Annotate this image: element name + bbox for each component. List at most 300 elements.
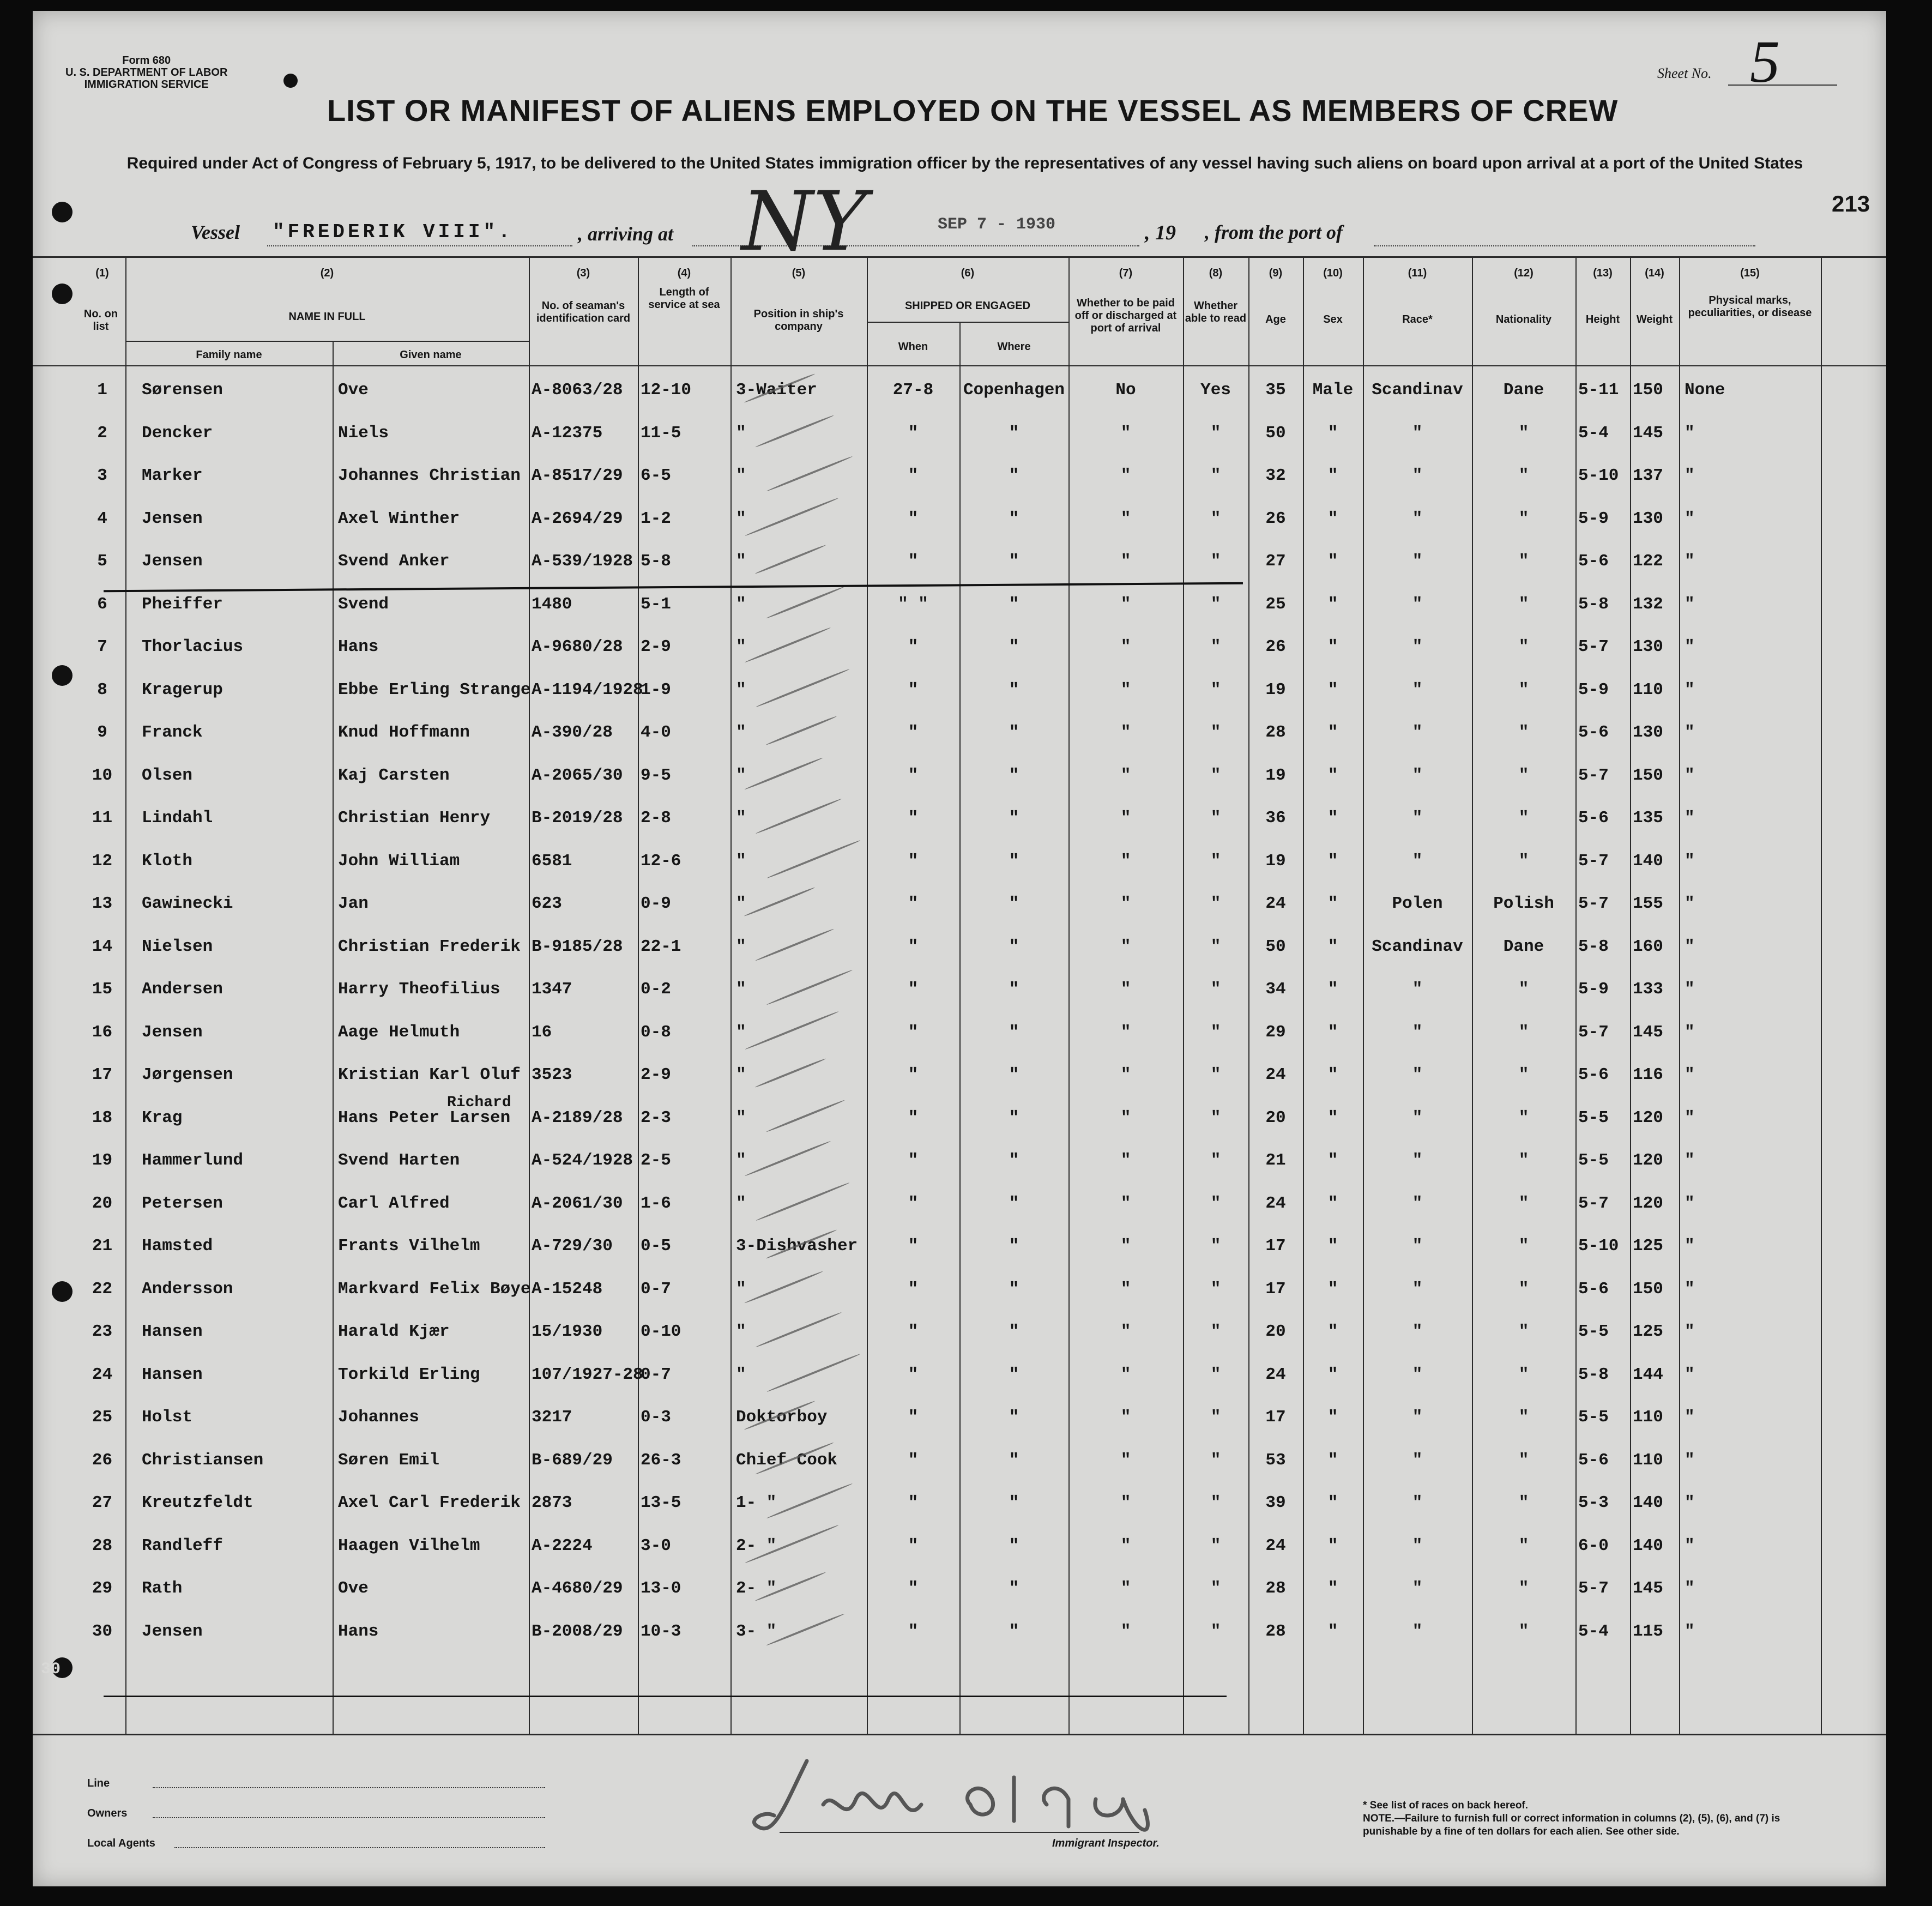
cell-race: " [1412,637,1423,656]
cell-no: 28 [92,1536,113,1555]
col-num: (2) [320,267,334,279]
cell-when: " [908,1108,919,1127]
cell-position: 3- " [736,1621,777,1641]
cell-height: 5-7 [1578,851,1609,871]
cell-age: 50 [1265,423,1286,443]
cell-weight: 125 [1633,1322,1663,1341]
cell-no: 8 [97,680,107,699]
cell-no: 11 [92,809,113,828]
cell-paid: " [1120,1193,1131,1213]
cell-when: " [908,809,919,828]
cell-where: " [1009,1279,1019,1299]
cell-nationality: " [1518,1536,1529,1555]
footer-agents-label: Local Agents [87,1837,155,1849]
cell-no: 5 [97,552,107,571]
cell-given: Aage Helmuth [338,1022,460,1042]
col-num: (4) [677,267,691,279]
cell-read: " [1210,466,1221,485]
header-when: When [898,341,928,353]
binder-hole [283,74,298,88]
cell-paid: " [1120,980,1131,999]
cell-race: " [1412,1279,1423,1299]
cell-no: 1 [97,381,107,400]
cell-marks: " [1685,937,1695,956]
cell-read: " [1210,1322,1221,1341]
col-num: (6) [961,267,975,279]
cell-position: " [736,1279,746,1299]
table-row [33,1527,1886,1570]
cell-no: 4 [97,509,107,528]
cell-card: 3523 [532,1065,572,1084]
table-row [33,1441,1886,1484]
table-row [33,799,1886,842]
cell-read: " [1210,1450,1221,1470]
cell-weight: 140 [1633,851,1663,871]
cell-no: 10 [92,765,113,785]
cell-height: 5-11 [1578,381,1619,400]
cell-where: " [1009,809,1019,828]
cell-service: 0-8 [641,1022,671,1042]
cell-sex: " [1327,1579,1338,1598]
date-stamp: SEP 7 - 1930 [938,215,1056,234]
col-num: (3) [576,267,590,279]
cell-paid: " [1120,851,1131,871]
cell-weight: 130 [1633,637,1663,656]
table-row [33,1184,1886,1227]
cell-marks: " [1685,1322,1695,1341]
cell-height: 6-0 [1578,1536,1609,1555]
cell-family: Jensen [142,1621,203,1641]
cell-read: " [1210,552,1221,571]
cell-read: " [1210,1279,1221,1299]
cell-when: " [908,851,919,871]
cell-weight: 150 [1633,765,1663,785]
cell-service: 10-3 [641,1621,681,1641]
cell-card: A-1194/1928 [532,680,643,699]
table-row [33,927,1886,970]
cell-when: " [908,552,919,571]
cell-where: " [1009,509,1019,528]
cell-family: Olsen [142,765,193,785]
cell-where: " [1009,723,1019,742]
cell-service: 9-5 [641,765,671,785]
table-row [33,842,1886,885]
col-num: (12) [1514,267,1533,279]
header-no-on-list: No. on list [83,308,118,333]
cell-where: " [1009,1536,1019,1555]
header-weight: Weight [1636,313,1673,325]
cell-given: Frants Vilhelm [338,1237,480,1256]
cell-card: A-2694/29 [532,509,623,528]
cell-given: Ebbe Erling Strange [338,680,531,699]
cell-service: 26-3 [641,1450,681,1470]
cell-card: A-729/30 [532,1237,613,1256]
cell-read: " [1210,1193,1221,1213]
cell-given: John William [338,851,460,871]
cell-race: " [1412,423,1423,443]
cell-no: 2 [97,423,107,443]
cell-given: Niels [338,423,389,443]
table-row [33,542,1886,585]
cell-given: Axel Winther [338,509,460,528]
cell-age: 26 [1265,509,1286,528]
cell-sex: " [1327,466,1338,485]
cell-age: 28 [1265,723,1286,742]
cell-race: " [1412,1493,1423,1512]
cell-position: " [736,937,746,956]
cell-family: Krag [142,1108,183,1127]
cell-service: 1-6 [641,1193,671,1213]
table-row [33,414,1886,457]
cell-marks: " [1685,1022,1695,1042]
cell-weight: 116 [1633,1065,1663,1084]
cell-marks: None [1685,381,1725,400]
cell-height: 5-9 [1578,980,1609,999]
col-num: (15) [1740,267,1760,279]
cell-height: 5-8 [1578,1365,1609,1384]
col-num: (5) [792,267,806,279]
sheet-no-line [1728,85,1837,86]
cell-weight: 140 [1633,1536,1663,1555]
cell-marks: " [1685,1108,1695,1127]
cell-marks: " [1685,1493,1695,1512]
cell-card: A-539/1928 [532,552,633,571]
cell-race: " [1412,723,1423,742]
cell-no: 7 [97,637,107,656]
cell-nationality: Polish [1493,894,1554,913]
cell-age: 19 [1265,680,1286,699]
cell-race: Scandinav [1372,937,1463,956]
cell-no: 14 [92,937,113,956]
cell-race: " [1412,809,1423,828]
cell-where: " [1009,1022,1019,1042]
cell-family: Randleff [142,1536,223,1555]
cell-race: " [1412,466,1423,485]
cell-sex: " [1327,1536,1338,1555]
page-number: 213 [1832,191,1870,216]
cell-weight: 110 [1633,1450,1663,1470]
cell-paid: " [1120,594,1131,614]
cell-position: " [736,466,746,485]
cell-where: " [1009,423,1019,443]
table-row [33,1270,1886,1313]
cell-paid: " [1120,423,1131,443]
cell-nationality: " [1518,1450,1529,1470]
cell-race: " [1412,1022,1423,1042]
cell-sex: " [1327,937,1338,956]
cell-marks: " [1685,980,1695,999]
cell-no: 6 [97,594,107,614]
cell-family: Andersen [142,980,223,999]
cell-card: A-4680/29 [532,1579,623,1598]
cell-marks: " [1685,423,1695,443]
cell-card: A-524/1928 [532,1151,633,1170]
cell-paid: " [1120,1365,1131,1384]
cell-race: " [1412,1579,1423,1598]
cell-where: " [1009,1322,1019,1341]
cell-when: " [908,1022,919,1042]
cell-nationality: " [1518,1065,1529,1084]
cell-when: " [908,1065,919,1084]
cell-read: " [1210,851,1221,871]
cell-weight: 115 [1633,1621,1663,1641]
cell-when: " [908,723,919,742]
cell-paid: " [1120,1108,1131,1127]
cell-nationality: " [1518,1108,1529,1127]
cell-paid: " [1120,723,1131,742]
cell-position: " [736,1065,746,1084]
cell-nationality: " [1518,1621,1529,1641]
cell-no: 12 [92,851,113,871]
cell-given: Kristian Karl Oluf [338,1065,521,1084]
cell-given: Svend Anker [338,552,450,571]
cell-when: " [908,423,919,443]
cell-paid: " [1120,765,1131,785]
manifest-sheet [33,11,1886,1886]
cell-sex: " [1327,1493,1338,1512]
cell-card: 107/1927-28 [532,1365,643,1384]
cell-family: Christiansen [142,1450,264,1470]
cell-paid: " [1120,1408,1131,1427]
cell-race: " [1412,1237,1423,1256]
cell-when: " [908,1621,919,1641]
cell-position: " [736,1322,746,1341]
cell-weight: 110 [1633,680,1663,699]
cell-marks: " [1685,1151,1695,1170]
cell-position: " [736,1365,746,1384]
cell-nationality: Dane [1503,381,1544,400]
cell-read: " [1210,509,1221,528]
cell-position: Chief Cook [736,1450,838,1470]
cell-family: Hammerlund [142,1151,244,1170]
cell-given: Knud Hoffmann [338,723,470,742]
table-row [33,1355,1886,1398]
cell-read: " [1210,1621,1221,1641]
cell-age: 21 [1265,1151,1286,1170]
cell-weight: 160 [1633,937,1663,956]
cell-where: " [1009,1450,1019,1470]
cell-where: " [1009,637,1019,656]
cell-when: " [908,1579,919,1598]
cell-race: " [1412,1450,1423,1470]
sheet-no-label: Sheet No. [1657,65,1712,81]
table-row [33,756,1886,799]
header-able-to-read: Whether able to read [1185,300,1247,324]
table-row [33,713,1886,756]
footer-line-label: Line [87,1777,110,1789]
cell-service: 2-9 [641,637,671,656]
cell-sex: " [1327,680,1338,699]
cell-nationality: Dane [1503,937,1544,956]
cell-position: " [736,723,746,742]
cell-card: 3217 [532,1408,572,1427]
cell-height: 5-10 [1578,1237,1619,1256]
cell-height: 5-5 [1578,1322,1609,1341]
cell-position: " [736,1022,746,1042]
cell-age: 29 [1265,1022,1286,1042]
cell-sex: " [1327,1279,1338,1299]
cell-no: 27 [92,1493,113,1512]
cell-service: 22-1 [641,937,681,956]
header-id-card: No. of seaman's identification card [536,300,631,324]
cell-race: " [1412,851,1423,871]
header-race: Race* [1402,313,1433,325]
cell-race: " [1412,1322,1423,1341]
cell-family: Franck [142,723,203,742]
cell-given: Svend [338,594,389,614]
cell-sex: " [1327,894,1338,913]
cell-position: " [736,1193,746,1213]
cell-service: 5-1 [641,594,671,614]
closing-rule [104,1696,1227,1697]
cell-position: " [736,680,746,699]
cell-where: " [1009,466,1019,485]
cell-height: 5-5 [1578,1108,1609,1127]
cell-sex: " [1327,851,1338,871]
cell-paid: " [1120,1322,1131,1341]
cell-card: A-2224 [532,1536,593,1555]
cell-position: " [736,1108,746,1127]
cell-nationality: " [1518,1279,1529,1299]
table-bottom-border [33,1734,1886,1735]
cell-card: A-2189/28 [532,1108,623,1127]
form-id [65,55,227,91]
cell-given: Jan [338,894,369,913]
margin-row-mark: 30 [41,1660,61,1679]
cell-paid: " [1120,680,1131,699]
cell-position: " [736,637,746,656]
cell-weight: 135 [1633,809,1663,828]
cell-nationality: " [1518,1151,1529,1170]
cell-age: 39 [1265,1493,1286,1512]
cell-height: 5-6 [1578,723,1609,742]
cell-paid: " [1120,1279,1131,1299]
header-paid-off: Whether to be paid off or discharged at port of arrival [1074,297,1177,334]
cell-read: " [1210,1408,1221,1427]
cell-card: 2873 [532,1493,572,1512]
cell-where: " [1009,1237,1019,1256]
cell-where: " [1009,937,1019,956]
cell-when: " [908,1193,919,1213]
cell-sex: " [1327,637,1338,656]
cell-position: " [736,894,746,913]
cell-height: 5-9 [1578,509,1609,528]
cell-given: Axel Carl Frederik [338,1493,521,1512]
header-height: Height [1585,313,1620,325]
cell-service: 3-0 [641,1536,671,1555]
cell-service: 2-5 [641,1151,671,1170]
cell-service: 4-0 [641,723,671,742]
cell-sex: " [1327,1022,1338,1042]
cell-position: " [736,809,746,828]
cell-no: 26 [92,1450,113,1470]
cell-given: Svend Harten [338,1151,460,1170]
cell-card: B-2008/29 [532,1621,623,1641]
cell-height: 5-7 [1578,1022,1609,1042]
cell-position: 1- " [736,1493,777,1512]
cell-height: 5-4 [1578,1621,1609,1641]
cell-given: Ove [338,1579,369,1598]
cell-race: Polen [1392,894,1443,913]
cell-no: 13 [92,894,113,913]
cell-sex: Male [1312,381,1354,400]
cell-when: " [908,937,919,956]
cell-age: 24 [1265,1365,1286,1384]
cell-no: 3 [97,466,107,485]
cell-when: " [908,980,919,999]
cell-sex: " [1327,552,1338,571]
cell-weight: 144 [1633,1365,1663,1384]
cell-read: " [1210,723,1221,742]
cell-height: 5-4 [1578,423,1609,443]
cell-where: " [1009,765,1019,785]
cell-marks: " [1685,894,1695,913]
cell-read: " [1210,1151,1221,1170]
cell-paid: " [1120,1450,1131,1470]
cell-no: 16 [92,1022,113,1042]
cell-where: " [1009,594,1019,614]
from-port-label: , from the port of [1205,221,1343,243]
cell-no: 23 [92,1322,113,1341]
cell-where: " [1009,1065,1019,1084]
cell-where: " [1009,1365,1019,1384]
cell-no: 19 [92,1151,113,1170]
cell-marks: " [1685,637,1695,656]
cell-height: 5-10 [1578,466,1619,485]
cell-age: 50 [1265,937,1286,956]
cell-service: 13-5 [641,1493,681,1512]
cell-height: 5-7 [1578,1579,1609,1598]
cell-sex: " [1327,1237,1338,1256]
header-nationality: Nationality [1495,313,1552,325]
cell-age: 32 [1265,466,1286,485]
header-where: Where [997,341,1031,353]
vessel-name: "FREDERIK VIII". [273,221,514,243]
cell-read: " [1210,894,1221,913]
cell-given: Carl Alfred [338,1193,450,1213]
cell-card: A-12375 [532,423,603,443]
cell-race: " [1412,1536,1423,1555]
cell-sex: " [1327,509,1338,528]
cell-position: 3-Waiter [736,381,817,400]
cell-weight: 122 [1633,552,1663,571]
cell-age: 19 [1265,765,1286,785]
cell-position: 2- " [736,1579,777,1598]
cell-service: 1-9 [641,680,671,699]
table-row [33,1312,1886,1355]
cell-marks: " [1685,594,1695,614]
cell-card: 1347 [532,980,572,999]
inspector-line [780,1832,1139,1833]
table-row [33,671,1886,714]
cell-card: B-689/29 [532,1450,613,1470]
cell-read: " [1210,1536,1221,1555]
table-row [33,1013,1886,1056]
cell-paid: " [1120,1536,1131,1555]
cell-no: 20 [92,1193,113,1213]
cell-weight: 140 [1633,1493,1663,1512]
shipped-subrule [867,322,1068,323]
cell-service: 13-0 [641,1579,681,1598]
cell-given: Christian Henry [338,809,491,828]
cell-nationality: " [1518,552,1529,571]
cell-nationality: " [1518,1322,1529,1341]
cell-read: " [1210,1579,1221,1598]
cell-age: 34 [1265,980,1286,999]
cell-position: " [736,509,746,528]
cell-race: " [1412,765,1423,785]
table-row [33,970,1886,1013]
